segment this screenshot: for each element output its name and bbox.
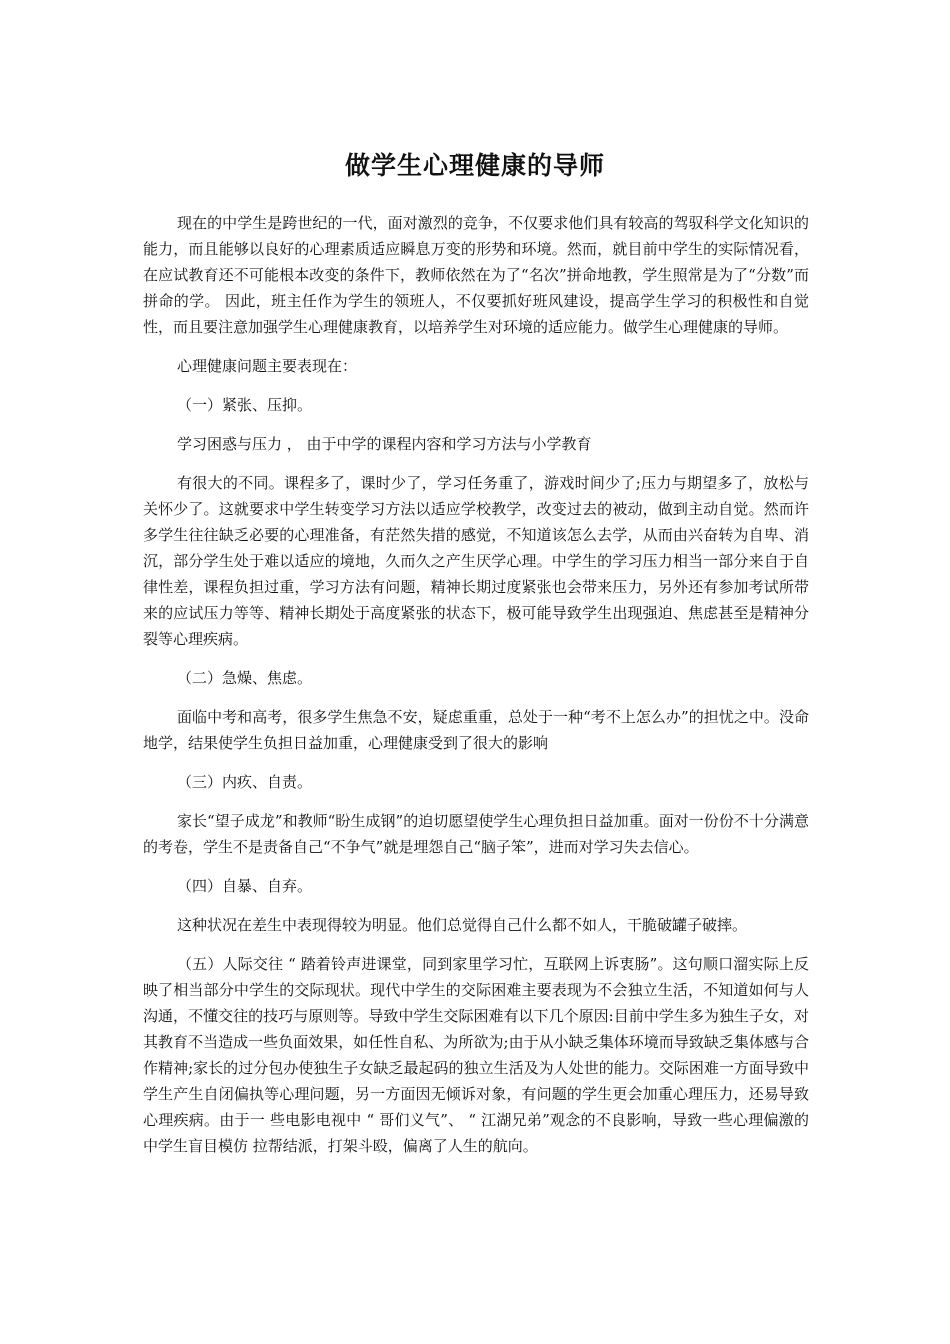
- section-3-paragraph: 家长“望子成龙”和教师“盼生成钢”的迫切愿望使学生心理负担日益加重。面对一份份不十分满意的考卷，学生不是责备自己“不争气”就是埋怨自己“脑子笨”，进而对学习失去信心。: [143, 812, 809, 856]
- document-title: 做学生心理健康的导师: [344, 151, 605, 180]
- section-heading-4: （四）自暴、自弃。: [177, 877, 313, 895]
- problems-intro-paragraph: 心理健康问题主要表现在：: [177, 357, 358, 375]
- section-2-paragraph: 面临中考和高考，很多学生焦急不安，疑虑重重，总处于一种“考不上怎么办”的担忧之中。没命地学，结果使学生负担日益加重，心理健康受到了很大的影响: [143, 708, 809, 752]
- section-heading-1: （一）紧张、压抑。: [177, 396, 313, 414]
- section-heading-2: （二）急燥、焦虑。: [177, 669, 313, 687]
- section-1-paragraph: 有很大的不同。课程多了，课时少了，学习任务重了，游戏时间少了;压力与期望多了，放松与关怀少了。这就要求中学生转变学习方法以适应学校教学，改变过去的被动，做到主动自觉。然而许多学生往往缺乏必要的心理准备，有茫然失措的感觉，不知道该怎么去学，从而由兴奋转为自卑、消沉，部分学生处于难以适应的境地，久而久之产生厌学心理。中学生的学习压力相当一部分来自于自律性差，课程负担过重，学习方法有问题，精神长期过度紧张也会带来压力，另外还有参加考试所带来的应试压力等等、精神长期处于高度紧张的状态下，极可能导致学生出现强迫、焦虑甚至是精神分裂等心理疾病。: [143, 474, 809, 648]
- section-4-paragraph: 这种状况在差生中表现得较为明显。他们总觉得自己什么都不如人，干脆破罐子破摔。: [177, 916, 748, 934]
- section-1-lead-paragraph: 学习困惑与压力 ， 由于中学的课程内容和学习方法与小学教育: [177, 435, 592, 453]
- document-body: [143, 210, 809, 1159]
- section-5-paragraph: （五）人际交往 “ 踏着铃声进课堂，同到家里学习忙，互联网上诉衷肠”。这句顺口溜实际上反映了相当部分中学生的交际现状。现代中学生的交际困难主要表现为不会独立生活，不知道如何与人沟通，不懂交往的技巧与原则等。导致中学生交际困难有以下几个原因:目前中学生多为独生子女，对其教育不当造成一些负面效果，如任性自私、为所欲为;由于从小缺乏集体环境而导致缺乏集体感与合作精神;家长的过分包办使独生子女缺乏最起码的独立生活及为人处世的能力。交际困难一方面导致中学生产生自闭偏执等心理问题，另一方面因无倾诉对象，有问题的学生更会加重心理压力，还易导致心理疾病。由于一 些电影电视中 “ 哥们义气”、 “ 江湖兄弟”观念的不良影响，导致一些心理偏激的中学生盲目模仿 拉帮结派，打架斗殴，偏离了人生的航向。: [143, 955, 809, 1155]
- intro-paragraph: 现在的中学生是跨世纪的一代，面对激烈的竞争，不仅要求他们具有较高的驾驭科学文化知识的能力，而且能够以良好的心理素质适应瞬息万变的形势和环境。然而，就目前中学生的实际情况看，在应试教育还不可能根本改变的条件下，教师依然在为了“名次”拼命地教，学生照常是为了“分数”而拼命的学。 因此，班主任作为学生的领班人，不仅要抓好班风建设，提高学生学习的积极性和自觉性，而且要注意加强学生心理健康教育，以培养学生对环境的适应能力。做学生心理健康的导师。: [143, 214, 809, 336]
- section-heading-3: （三）内疚、自责。: [177, 773, 313, 791]
